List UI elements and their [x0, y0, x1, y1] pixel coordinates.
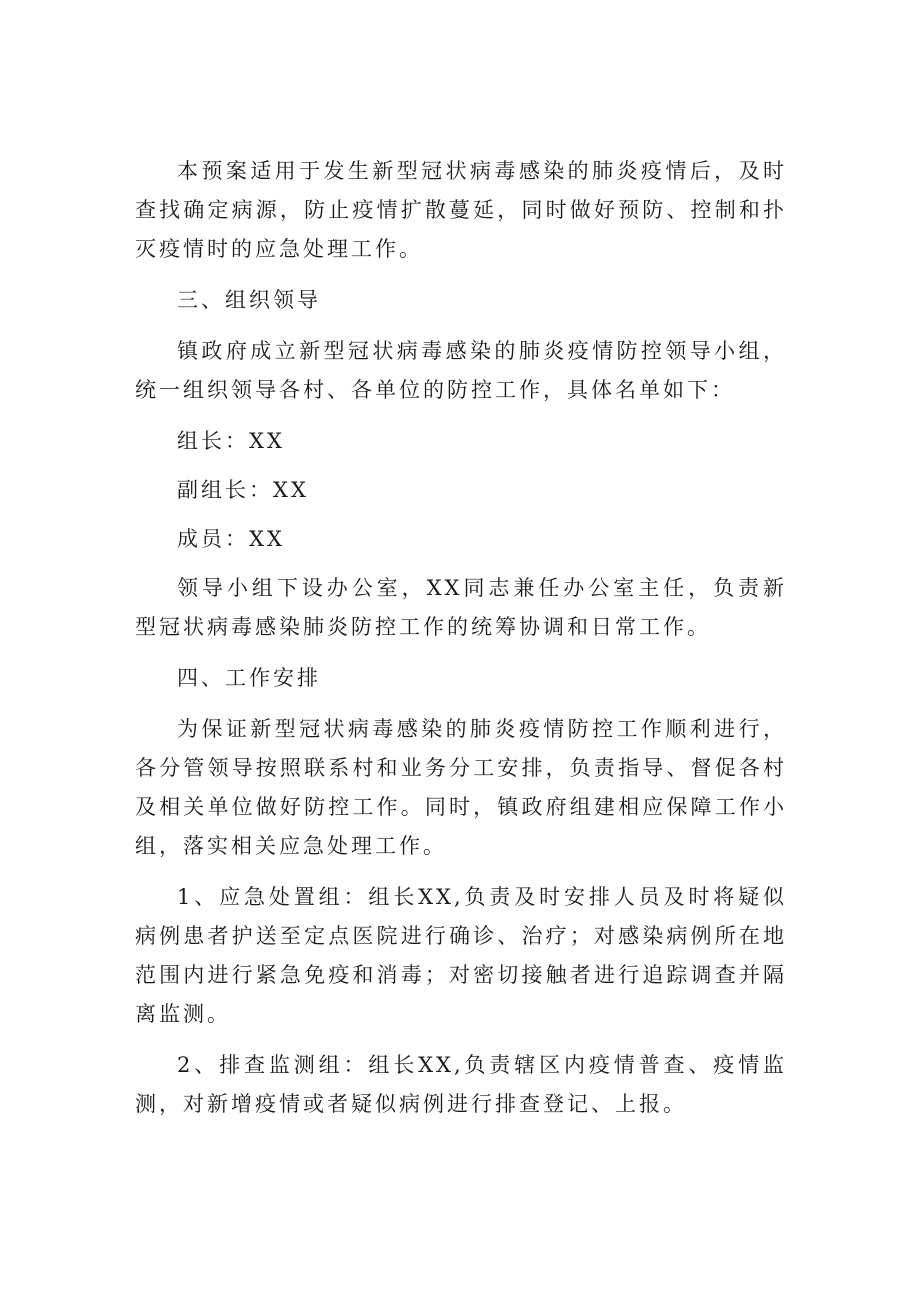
paragraph-screening-team: 2、排查监测组：组长XX,负责辖区内疫情普查、疫情监测，对新增疫情或者疑似病例进行排查登记、上报。	[135, 1053, 787, 1116]
paragraph-work-arrangement: 为保证新型冠状病毒感染的肺炎疫情防控工作顺利进行，各分管领导按照联系村和业务分工安排，负责指导、督促各村及相关单位做好防控工作。同时，镇政府组建相应保障工作小组，落实相关应急处理工作。	[135, 717, 787, 858]
paragraph-leadership-group: 镇政府成立新型冠状病毒感染的肺炎疫情防控领导小组，统一组织领导各村、各单位的防控工作，具体名单如下：	[135, 339, 787, 402]
document-body	[135, 152, 787, 1136]
paragraph-emergency-team: 1、应急处置组：组长XX,负责及时安排人员及时将疑似病例患者护送至定点医院进行确诊、治疗；对感染病例所在地范围内进行紧急免疫和消毒；对密切接触者进行追踪调查并隔离监测。	[135, 885, 787, 1026]
section-heading-organization: 三、组织领导	[177, 288, 321, 312]
members-line: 成员：XX	[177, 527, 285, 551]
paragraph-office: 领导小组下设办公室，XX同志兼任办公室主任，负责新型冠状病毒感染肺炎防控工作的统筹协调和日常工作。	[135, 576, 787, 639]
section-heading-work-arrangement: 四、工作安排	[177, 666, 321, 690]
group-leader-line: 组长：XX	[177, 429, 285, 453]
deputy-leader-line: 副组长：XX	[177, 478, 309, 502]
paragraph-scope: 本预案适用于发生新型冠状病毒感染的肺炎疫情后，及时查找确定病源，防止疫情扩散蔓延，同时做好预防、控制和扑灭疫情时的应急处理工作。	[135, 159, 787, 261]
